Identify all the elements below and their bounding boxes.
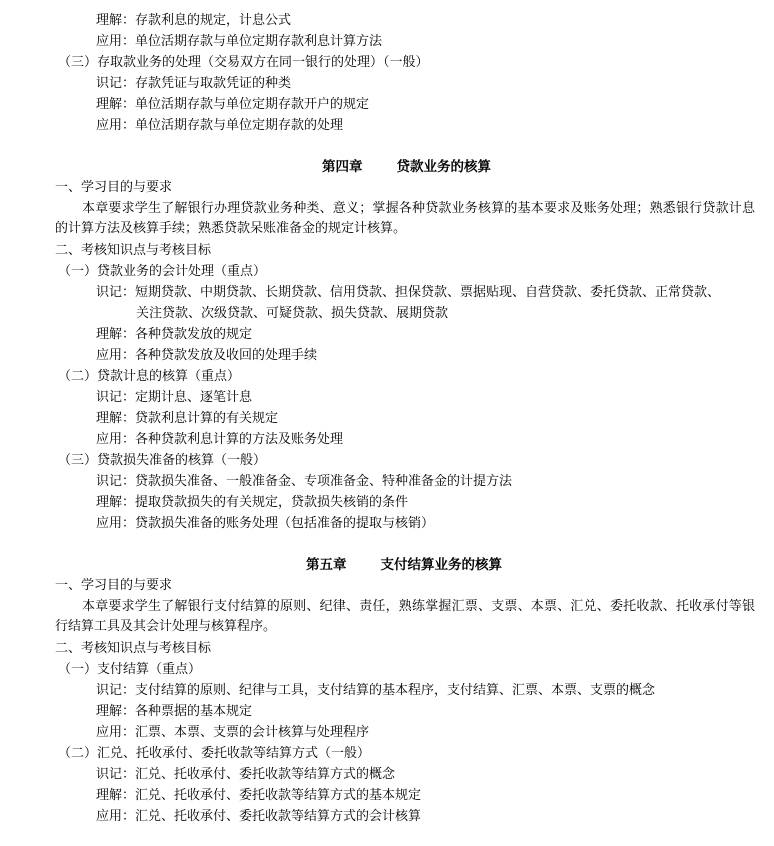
text-line: 识记：定期计息、逐笔计息 xyxy=(96,390,253,405)
text-line: 应用：贷款损失准备的账务处理（包括准备的提取与核销） xyxy=(96,516,435,531)
text-line: 识记：支付结算的原则、纪律与工具，支付结算的基本程序，支付结算、汇票、本票、支票的概念 xyxy=(96,683,656,698)
chapter-5-title xyxy=(306,555,502,575)
text-line: 理解：提取贷款损失的有关规定，贷款损失核销的条件 xyxy=(96,495,409,510)
subsection-heading: （三）贷款损失准备的核算（一般） xyxy=(58,453,267,468)
text-line: 识记：贷款损失准备、一般准备金、专项准备金、特种准备金的计提方法 xyxy=(96,474,513,489)
text-line: 识记：短期贷款、中期贷款、长期贷款、信用贷款、担保贷款、票据贴现、自营贷款、委托贷款、正常贷款、 xyxy=(96,285,721,300)
text-line: 理解：各种票据的基本规定 xyxy=(96,704,253,719)
text-line: 理解：存款利息的规定，计息公式 xyxy=(96,13,292,28)
chapter-name: 支付结算业务的核算 xyxy=(380,557,502,573)
text-line: 应用：单位活期存款与单位定期存款利息计算方法 xyxy=(96,34,383,49)
text-line: 应用：各种贷款发放及收回的处理手续 xyxy=(96,348,318,363)
text-line: 识记：存款凭证与取款凭证的种类 xyxy=(96,76,292,91)
text-line: 应用：汇兑、托收承付、委托收款等结算方式的会计核算 xyxy=(96,809,422,824)
chapter-name: 贷款业务的核算 xyxy=(396,159,491,175)
text-line: 应用：汇票、本票、支票的会计核算与处理程序 xyxy=(96,725,370,740)
text-line: 理解：单位活期存款与单位定期存款开户的规定 xyxy=(96,97,370,112)
chapter-number: 第四章 xyxy=(322,159,363,175)
text-line: 关注贷款、次级贷款、可疑贷款、损失贷款、展期贷款 xyxy=(136,306,449,321)
text-line: 识记：汇兑、托收承付、委托收款等结算方式的概念 xyxy=(96,767,396,782)
subsection-heading: （二）汇兑、托收承付、委托收款等结算方式（一般） xyxy=(58,746,371,761)
subsection-heading: （一）贷款业务的会计处理（重点） xyxy=(58,264,267,279)
section-heading: 一、学习目的与要求 xyxy=(55,578,173,593)
intro-paragraph: 本章要求学生了解银行支付结算的原则、纪律、责任，熟练掌握汇票、支票、本票、汇兑、委托收款、托收承付等银行结算工具及其会计处理与核算程序。 xyxy=(55,599,755,634)
subsection-heading: （三）存取款业务的处理（交易双方在同一银行的处理）（一般） xyxy=(58,55,429,70)
chapter-4-title xyxy=(322,157,491,177)
section-heading: 二、考核知识点与考核目标 xyxy=(55,641,212,656)
subsection-heading: （一）支付结算（重点） xyxy=(58,662,202,677)
text-line: 理解：贷款利息计算的有关规定 xyxy=(96,411,279,426)
section-heading: 一、学习目的与要求 xyxy=(55,180,173,195)
chapter-number: 第五章 xyxy=(306,557,347,573)
subsection-heading: （二）贷款计息的核算（重点） xyxy=(58,369,241,384)
intro-paragraph: 本章要求学生了解银行办理贷款业务种类、意义；掌握各种贷款业务核算的基本要求及账务处理；熟悉银行贷款计息的计算方法及核算手续；熟悉贷款呆账准备金的规定计核算。 xyxy=(55,201,755,236)
text-line: 应用：各种贷款利息计算的方法及账务处理 xyxy=(96,432,344,447)
text-line: 应用：单位活期存款与单位定期存款的处理 xyxy=(96,118,344,133)
section-heading: 二、考核知识点与考核目标 xyxy=(55,243,212,258)
text-line: 理解：汇兑、托收承付、委托收款等结算方式的基本规定 xyxy=(96,788,422,803)
text-line: 理解：各种贷款发放的规定 xyxy=(96,327,253,342)
